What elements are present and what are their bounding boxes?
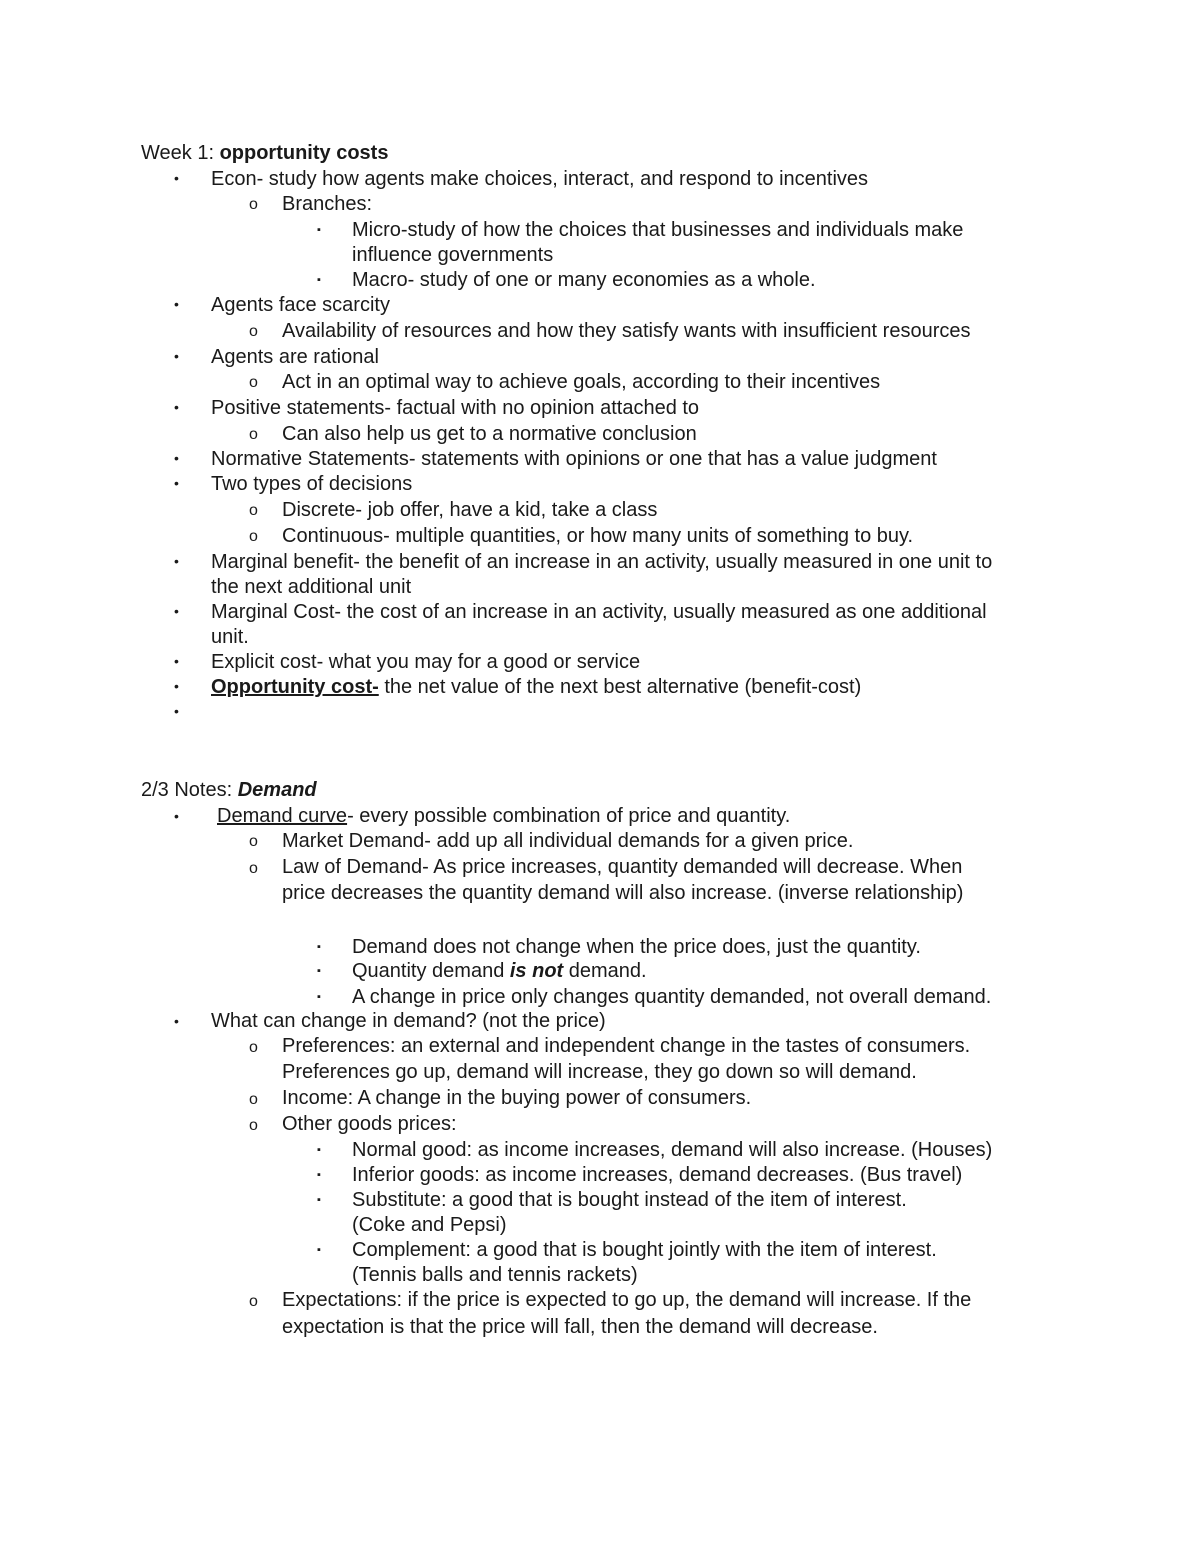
demand-curve-term: Demand curve — [217, 805, 348, 827]
list-item-complement: Complement: a good that is bought jointly with the item of interest. — [352, 1239, 937, 1261]
square-bullet-icon: ▪ — [317, 274, 321, 286]
list-item-complement-cont: (Tennis balls and tennis rackets) — [352, 1264, 638, 1286]
demand-curve-definition: - every possible combination of price and quantity. — [347, 805, 791, 827]
bullet-icon: • — [174, 1013, 179, 1029]
notes-heading — [141, 778, 317, 803]
bullet-icon: • — [174, 603, 179, 619]
list-item-explicit-cost: Explicit cost- what you may for a good or service — [211, 651, 641, 673]
list-item-law-of-demand: Law of Demand- As price increases, quantity demanded will decrease. When — [282, 856, 963, 878]
list-item-normative: Normative Statements- statements with opinions or one that has a value judgment — [211, 448, 937, 470]
square-bullet-icon: ▪ — [317, 1244, 321, 1256]
list-item-substitute-cont: (Coke and Pepsi) — [352, 1214, 507, 1236]
list-item-micro: Micro-study of how the choices that businesses and individuals make — [352, 219, 964, 241]
list-item-normal-good: Normal good: as income increases, demand will also increase. (Houses) — [352, 1139, 993, 1161]
opportunity-cost-definition: the net value of the next best alternative (benefit-cost) — [378, 676, 862, 698]
bullet-icon: • — [174, 553, 179, 569]
list-item-expectations: Expectations: if the price is expected to go up, the demand will increase. If the — [282, 1289, 972, 1311]
square-bullet-icon: ▪ — [317, 1194, 321, 1206]
list-item-quantity-demand — [352, 959, 647, 984]
week1-heading — [141, 141, 388, 166]
list-item-positive: Positive statements- factual with no opinion attached to — [211, 397, 700, 419]
bullet-icon: • — [174, 678, 179, 694]
list-item-two-types: Two types of decisions — [211, 473, 413, 495]
sub-bullet-icon: o — [249, 860, 258, 877]
list-item-optimal: Act in an optimal way to achieve goals, according to their incentives — [282, 371, 881, 393]
square-bullet-icon: ▪ — [317, 965, 321, 977]
list-item-marginal-benefit: Marginal benefit- the benefit of an increase in an activity, usually measured in one unit to — [211, 551, 993, 573]
bullet-icon: • — [174, 475, 179, 491]
quantity-demand-suffix: demand. — [563, 960, 647, 982]
list-item-market-demand: Market Demand- add up all individual demands for a given price. — [282, 830, 854, 852]
list-item-inferior-goods: Inferior goods: as income increases, demand decreases. (Bus travel) — [352, 1164, 963, 1186]
sub-bullet-icon: o — [249, 196, 258, 213]
sub-bullet-icon: o — [249, 1117, 258, 1134]
sub-bullet-icon: o — [249, 374, 258, 391]
list-item-rational: Agents are rational — [211, 346, 379, 368]
list-item-substitute: Substitute: a good that is bought instead of the item of interest. — [352, 1189, 907, 1211]
bullet-icon: • — [174, 653, 179, 669]
list-item-opportunity-cost — [211, 675, 861, 700]
sub-bullet-icon: o — [249, 502, 258, 519]
square-bullet-icon: ▪ — [317, 1169, 321, 1181]
list-item-price-change: A change in price only changes quantity demanded, not overall demand. — [352, 986, 992, 1008]
list-item-continuous: Continuous- multiple quantities, or how many units of something to buy. — [282, 525, 914, 547]
quantity-demand-prefix: Quantity demand — [352, 960, 510, 982]
sub-bullet-icon: o — [249, 833, 258, 850]
list-item-no-change: Demand does not change when the price does, just the quantity. — [352, 936, 921, 958]
week1-heading-topic: opportunity costs — [219, 142, 389, 164]
list-item-marginal-benefit-cont: the next additional unit — [211, 576, 412, 598]
list-item-econ: Econ- study how agents make choices, interact, and respond to incentives — [211, 168, 869, 190]
notes-heading-topic: Demand — [237, 779, 317, 801]
square-bullet-icon: ▪ — [317, 941, 321, 953]
list-item-preferences: Preferences: an external and independent change in the tastes of consumers. — [282, 1035, 971, 1057]
list-item-expectations-cont: expectation is that the price will fall, then the demand will decrease. — [282, 1316, 878, 1338]
square-bullet-icon: ▪ — [317, 1144, 321, 1156]
list-item-other-goods: Other goods prices: — [282, 1113, 457, 1135]
list-item-normative-help: Can also help us get to a normative conclusion — [282, 423, 697, 445]
sub-bullet-icon: o — [249, 1293, 258, 1310]
square-bullet-icon: ▪ — [317, 224, 321, 236]
notes-heading-prefix: 2/3 Notes: — [141, 779, 238, 801]
list-item-scarcity: Agents face scarcity — [211, 294, 390, 316]
bullet-icon: • — [174, 399, 179, 415]
bullet-icon: • — [174, 170, 179, 186]
sub-bullet-icon: o — [249, 528, 258, 545]
sub-bullet-icon: o — [249, 1039, 258, 1056]
sub-bullet-icon: o — [249, 323, 258, 340]
sub-bullet-icon: o — [249, 1091, 258, 1108]
bullet-icon: • — [174, 703, 179, 719]
bullet-icon: • — [174, 296, 179, 312]
list-item-law-of-demand-cont: price decreases the quantity demand will also increase. (inverse relationship) — [282, 882, 964, 904]
bullet-icon: • — [174, 450, 179, 466]
list-item-marginal-cost-cont: unit. — [211, 626, 249, 648]
quantity-demand-emphasis: is not — [509, 960, 564, 982]
list-item-income: Income: A change in the buying power of consumers. — [282, 1087, 752, 1109]
square-bullet-icon: ▪ — [317, 991, 321, 1003]
list-item-marginal-cost: Marginal Cost- the cost of an increase in an activity, usually measured as one additional — [211, 601, 987, 623]
bullet-icon: • — [174, 348, 179, 364]
week1-heading-prefix: Week 1: — [141, 142, 220, 164]
list-item-discrete: Discrete- job offer, have a kid, take a class — [282, 499, 658, 521]
list-item-preferences-cont: Preferences go up, demand will increase, they go down so will demand. — [282, 1061, 917, 1083]
list-item-what-change: What can change in demand? (not the price) — [211, 1010, 606, 1032]
list-item-macro: Macro- study of one or many economies as a whole. — [352, 269, 816, 291]
sub-bullet-icon: o — [249, 426, 258, 443]
bullet-icon: • — [174, 808, 179, 824]
list-item-demand-curve — [217, 804, 790, 829]
list-item-branches: Branches: — [282, 193, 373, 215]
list-item-availability: Availability of resources and how they satisfy wants with insufficient resources — [282, 320, 971, 342]
opportunity-cost-term: Opportunity cost- — [211, 676, 379, 698]
list-item-micro-cont: influence governments — [352, 244, 554, 266]
